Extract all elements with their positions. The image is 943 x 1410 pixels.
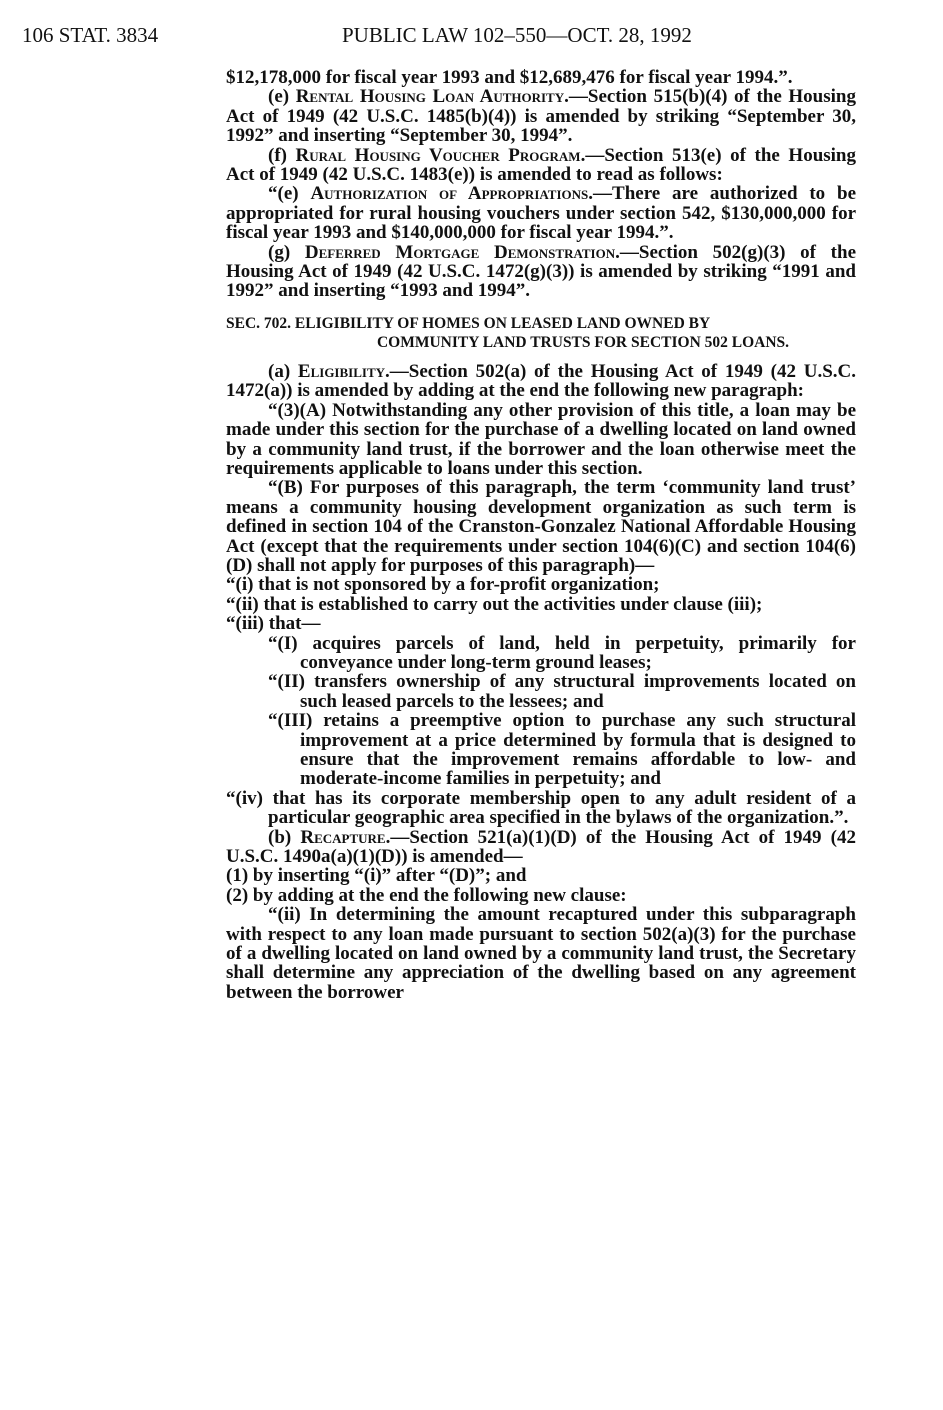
paragraph-designator: (b) (268, 826, 301, 848)
paragraph (226, 575, 856, 594)
paragraph (226, 68, 856, 87)
paragraph (226, 614, 856, 633)
section-title-line-1: ELIGIBILITY OF HOMES ON LEASED LAND OWNED BY (294, 314, 711, 332)
paragraph (226, 87, 856, 145)
paragraph-text: .—There are authorized to be appropriated for rural housing vouchers under section 542, $130,000,000 for fiscal year 1993 and $140,000,000 for fiscal year 1994.”. (226, 183, 857, 244)
paragraph-text: $12,178,000 for fiscal year 1993 and $12,689,476 for fiscal year 1994.”. (226, 67, 793, 88)
paragraph (226, 886, 856, 905)
paragraph (226, 634, 856, 673)
page-header (22, 18, 742, 52)
document-body (226, 68, 856, 1002)
paragraph-designator: “(e) (268, 183, 311, 205)
paragraph-heading: Recapture (300, 826, 386, 848)
paragraph-designator: (g) (268, 241, 305, 263)
paragraph-text: “(3)(A) Notwithstanding any other provision of this title, a loan may be made under this section for the purchase of a dwelling located on land owned by a community land trust, if the borrower and the loan otherwise meet the requirements applicable to loans under this section. (226, 399, 856, 479)
section-number: SEC. 702. (226, 314, 292, 332)
paragraph (226, 146, 856, 185)
paragraph (226, 478, 856, 575)
paragraph-designator: (a) (268, 360, 298, 382)
paragraph-designator: (f) (268, 144, 296, 166)
paragraph-text: .—Section 521(a)(1)(D) of the Housing Act of 1949 (42 U.S.C. 1490a(a)(1)(D)) is amended— (226, 826, 856, 868)
paragraph-text: .—Section 502(a) of the Housing Act of 1949 (42 U.S.C. 1472(a)) is amended by adding at the end the following new paragraph: (226, 360, 856, 402)
paragraph-heading: Rural Housing Voucher Program (295, 144, 581, 166)
paragraph (226, 672, 856, 711)
paragraph (226, 595, 856, 614)
section-title-line-2: COMMUNITY LAND TRUSTS FOR SECTION 502 LOANS. (376, 333, 790, 351)
paragraph-text: (1) by inserting “(i)” after “(D)”; and (226, 865, 527, 887)
paragraph-text: “(iv) that has its corporate membership open to any adult resident of a particular geographic area specified in the bylaws of the organization.”. (226, 787, 856, 829)
paragraph-text: “(ii) In determining the amount recaptured under this subparagraph with respect to any loan made pursuant to section 502(a)(3) for the purchase of a dwelling located on land owned by a community land trust, the Secretary shall determine any appreciation of the dwelling based on any agreement between the borrower (226, 904, 856, 1003)
paragraph-group-2 (226, 362, 856, 1002)
paragraph-text: .—Section 502(g)(3) of the Housing Act of 1949 (42 U.S.C. 1472(g)(3)) is amended by striking “1991 and 1992” and inserting “1993 and 1994”. (226, 241, 857, 302)
paragraph-text: “(I) acquires parcels of land, held in perpetuity, primarily for conveyance under long-term ground leases; (268, 632, 856, 673)
paragraph-heading: Deferred Mortgage Demonstration (304, 241, 616, 263)
paragraph-text: “(III) retains a preemptive option to purchase any such structural improvement at a price determined by formula that is designed to ensure that the improvement remains affordable to low- and moderate-income families in perpetuity; and (268, 710, 856, 790)
public-law-citation: PUBLIC LAW 102–550—OCT. 28, 1992 (342, 23, 692, 47)
paragraph (226, 905, 856, 1002)
paragraph (226, 362, 856, 401)
paragraph (226, 401, 856, 479)
paragraph-group-1 (226, 68, 856, 301)
section-heading (226, 314, 856, 352)
paragraph-text: “(II) transfers ownership of any structural improvements located on such leased parcels to the lessees; and (268, 671, 856, 712)
paragraph-text: (2) by adding at the end the following new clause: (226, 884, 627, 906)
paragraph (226, 789, 856, 828)
paragraph-designator: (e) (268, 86, 296, 108)
paragraph-text: “(iii) that— (226, 613, 321, 635)
paragraph (226, 711, 856, 789)
paragraph-heading: Authorization of Appropriations (310, 183, 589, 205)
paragraph-heading: Rental Housing Loan Authority (295, 86, 565, 108)
statute-citation: 106 STAT. 3834 (22, 23, 159, 47)
paragraph-text: “(i) that is not sponsored by a for-profit organization; (226, 574, 660, 596)
paragraph-text: .—Section 515(b)(4) of the Housing Act of 1949 (42 U.S.C. 1485(b)(4)) is amended by striking “September 30, 1992” and inserting “September 30, 1994”. (226, 86, 856, 147)
paragraph-text: “(B) For purposes of this paragraph, the term ‘community land trust’ means a community housing development organization as such term is defined in section 104 of the Cranston-Gonzalez National Affordable Housing Act (except that the requirements under section 104(6)(C) and section 104(6)(D) shall not apply for purposes of this paragraph)— (226, 477, 856, 576)
paragraph (226, 243, 856, 301)
paragraph (226, 828, 856, 867)
paragraph-text: “(ii) that is established to carry out the activities under clause (iii); (226, 593, 763, 615)
paragraph (226, 184, 856, 242)
paragraph-text: .—Section 513(e) of the Housing Act of 1949 (42 U.S.C. 1483(e)) is amended to read as follows: (226, 144, 856, 186)
paragraph-heading: Eligibility (297, 360, 386, 382)
paragraph (226, 866, 856, 885)
